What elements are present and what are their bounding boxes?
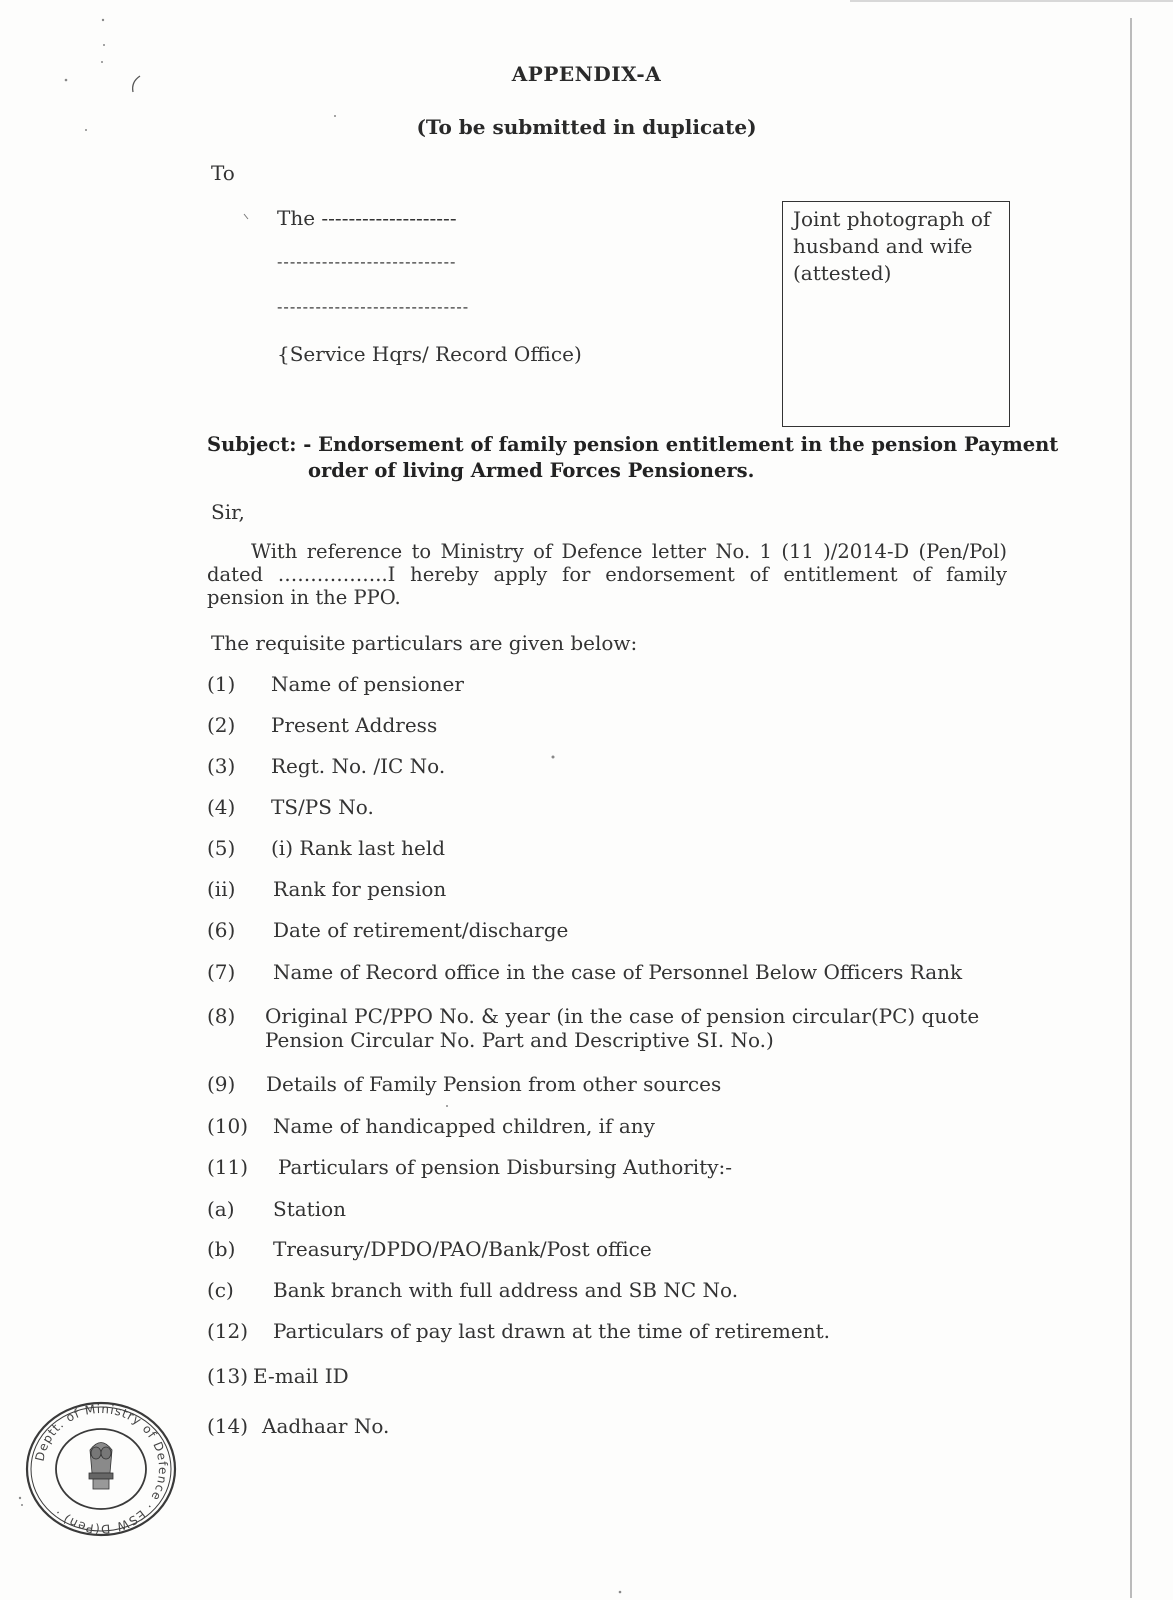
salutation: Sir, <box>211 500 245 524</box>
item-label: Original PC/PPO No. & year (in the case of pension circular(PC) quote Pension Circular No. Part and Descriptive SI. No.) <box>265 1004 980 1052</box>
item-number: (8) <box>207 1004 236 1028</box>
item-label: Name of handicapped children, if any <box>273 1114 655 1138</box>
joint-photograph-box <box>782 201 1010 427</box>
subject-line-1: Subject: - Endorsement of family pension entitlement in the pension Payment <box>207 433 1059 456</box>
item-label: Station <box>273 1197 347 1221</box>
item-number: (3) <box>207 754 236 778</box>
addressee-to: To <box>211 161 235 185</box>
paragraph-rest: dated ……………..I hereby apply for endorsement of entitlement of family pension in the PPO. <box>207 563 1007 609</box>
item-number: (7) <box>207 960 236 984</box>
item-number: (c) <box>207 1278 234 1302</box>
subject-line-2: order of living Armed Forces Pensioners. <box>308 459 755 482</box>
item-number: (13) <box>207 1364 249 1388</box>
item-number: (5) <box>207 836 236 860</box>
item-label: Name of pensioner <box>271 672 464 696</box>
item-number: (12) <box>207 1319 249 1343</box>
body-paragraph <box>207 540 1007 609</box>
item-number: (b) <box>207 1237 236 1261</box>
item-label: Details of Family Pension from other sources <box>266 1072 722 1096</box>
item-label: E-mail ID <box>253 1364 349 1388</box>
item-label: Bank branch with full address and SB NC No. <box>273 1278 739 1302</box>
item-label: Regt. No. /IC No. <box>271 754 446 778</box>
item-label: Particulars of pension Disbursing Authority:- <box>278 1155 733 1179</box>
photo-box-label: Joint photograph of husband and wife (attested) <box>793 207 991 285</box>
subject <box>207 432 1058 484</box>
paragraph-lead: With reference to Ministry of Defence letter No. 1 (11 )/2014-D (Pen/Pol) <box>251 540 1007 563</box>
item-number: (10) <box>207 1114 249 1138</box>
item-number: (4) <box>207 795 236 819</box>
item-number: (9) <box>207 1072 236 1096</box>
item-label: Present Address <box>271 713 438 737</box>
item-label: Date of retirement/discharge <box>273 918 569 942</box>
item-label: Rank for pension <box>273 877 447 901</box>
item-number: (2) <box>207 713 236 737</box>
svg-text:Deptt. of Ministry of Defence: Deptt. of Ministry of Defence · ESW D(Pen) · <box>32 1401 171 1537</box>
particulars-intro: The requisite particulars are given below: <box>211 631 638 655</box>
item-label: Particulars of pay last drawn at the time of retirement. <box>273 1319 830 1343</box>
item-label: Name of Record office in the case of Personnel Below Officers Rank <box>273 960 963 984</box>
addressee-the-line: The -------------------- <box>277 206 457 230</box>
item-number: (1) <box>207 672 236 696</box>
item-label: Aadhaar No. <box>262 1414 390 1438</box>
item-label: (i) Rank last held <box>271 836 446 860</box>
addressee-office: {Service Hqrs/ Record Office) <box>277 342 582 366</box>
item-label: Treasury/DPDO/PAO/Bank/Post office <box>273 1237 652 1261</box>
emblem-seal-icon <box>20 1395 182 1539</box>
item-number: (6) <box>207 918 236 942</box>
item-number: (ii) <box>207 877 236 901</box>
addressee-blank-line-2: ---------------------------- <box>277 252 457 271</box>
item-number: (a) <box>207 1197 235 1221</box>
page-title: APPENDIX-A <box>511 62 662 86</box>
item-number: (14) <box>207 1414 249 1438</box>
item-label: TS/PS No. <box>271 795 374 819</box>
item-number: (11) <box>207 1155 249 1179</box>
page-subtitle: (To be submitted in duplicate) <box>416 115 757 139</box>
addressee-blank-line-3: ------------------------------ <box>277 297 470 316</box>
